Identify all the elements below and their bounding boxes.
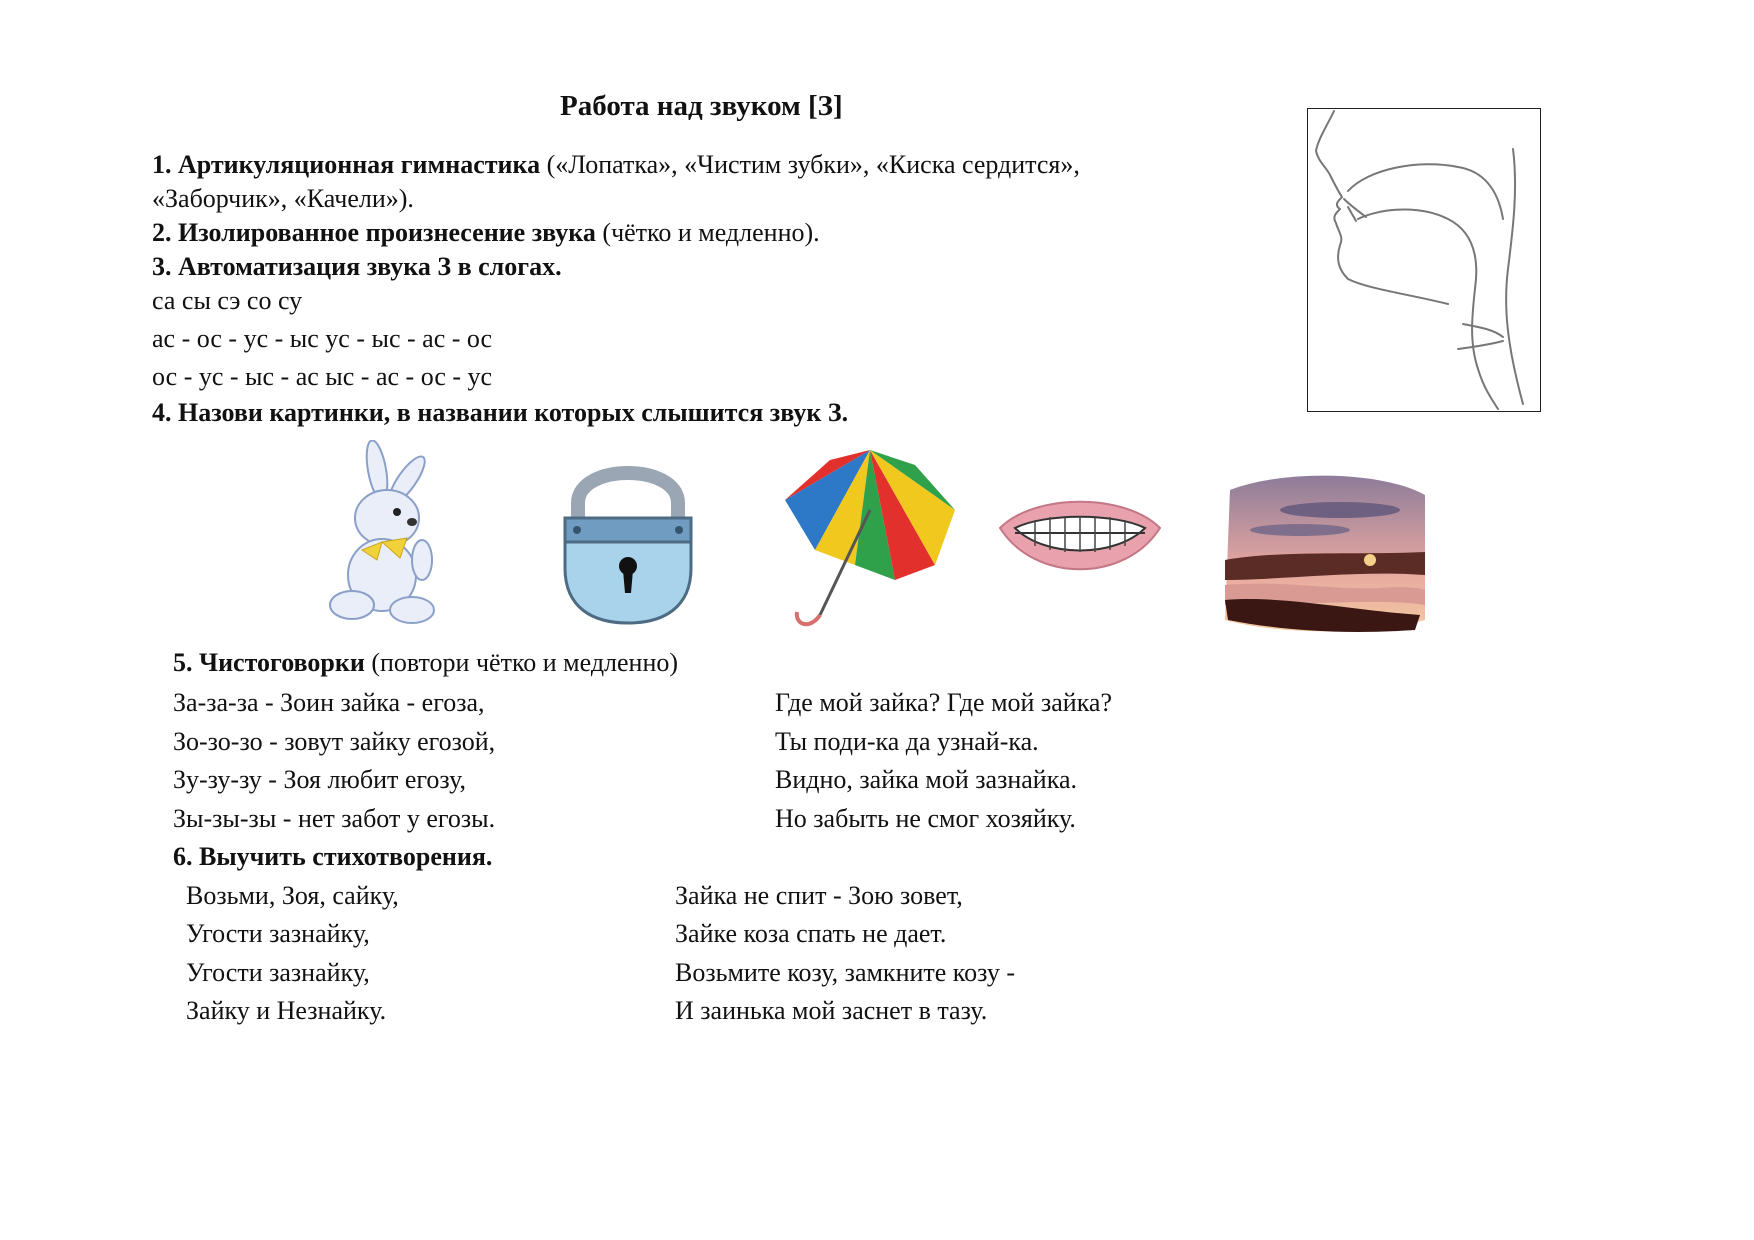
poem-right-line: Зайка не спит - Зою зовет, (675, 881, 963, 910)
section-2-text: (чётко и медленно). (595, 218, 820, 247)
articulation-profile-icon (1308, 109, 1540, 411)
umbrella-icon (775, 440, 965, 635)
umbrella-picture (775, 440, 965, 635)
section-1-line-2: «Заборчик», «Качели»). (152, 184, 414, 213)
teeth-icon (995, 488, 1165, 588)
section-5-heading-line (173, 648, 678, 678)
tongue-twister-right: Но забыть не смог хозяйку. (775, 804, 1076, 833)
section-4-heading: 4. Назови картинки, в названии которых слышится звук З. (152, 398, 849, 427)
poem-left-line: Зайку и Незнайку. (186, 996, 387, 1025)
tongue-twister-left: Зы-зы-зы - нет забот у егозы. (173, 804, 496, 833)
articulation-profile-image (1307, 108, 1541, 412)
tongue-twister-left: Зу-зу-зу - Зоя любит егозу, (173, 765, 467, 794)
syllable-line: са сы сэ со су (152, 286, 303, 315)
section-3-heading: 3. Автоматизация звука З в слогах. (152, 252, 562, 281)
tongue-twister-right: Ты поди-ка да узнай-ка. (775, 727, 1039, 756)
section-1-line-1 (152, 150, 1080, 180)
tongue-twister-right: Видно, зайка мой зазнайка. (775, 765, 1077, 794)
lock-icon (553, 448, 703, 628)
section-2-line (152, 218, 820, 248)
lock-picture (553, 448, 703, 628)
poem-left-line: Угости зазнайку, (186, 958, 370, 987)
poem-left-line: Угости зазнайку, (186, 919, 370, 948)
section-5-note: (повтори чётко и медленно) (364, 648, 679, 677)
section-6-heading: 6. Выучить стихотворения. (173, 842, 493, 871)
syllable-line: ас - ос - ус - ыс ус - ыс - ас - ос (152, 324, 493, 353)
page-title: Работа над звуком [З] (560, 90, 843, 122)
poem-left-line: Возьми, Зоя, сайку, (186, 881, 399, 910)
poem-right-line: И заинька мой заснет в тазу. (675, 996, 988, 1025)
tongue-twister-left: За-за-за - Зоин зайка - егоза, (173, 688, 485, 717)
teeth-picture (995, 488, 1165, 588)
poem-right-line: Возьмите козу, замкните козу - (675, 958, 1015, 987)
sunset-picture (1220, 470, 1430, 635)
bunny-icon (322, 440, 452, 630)
syllable-line: ос - ус - ыс - ас ыс - ас - ос - ус (152, 362, 493, 391)
bunny-picture (322, 440, 452, 630)
section-5-heading: 5. Чистоговорки (173, 648, 365, 677)
section-1-text: («Лопатка», «Чистим зубки», «Киска сердится», (540, 150, 1080, 179)
tongue-twister-left: Зо-зо-зо - зовут зайку егозой, (173, 727, 496, 756)
section-2-heading: 2. Изолированное произнесение звука (152, 218, 596, 247)
tongue-twister-right: Где мой зайка? Где мой зайка? (775, 688, 1113, 717)
sunset-icon (1220, 470, 1430, 635)
poem-right-line: Зайке коза спать не дает. (675, 919, 947, 948)
section-1-heading: 1. Артикуляционная гимнастика (152, 150, 541, 179)
